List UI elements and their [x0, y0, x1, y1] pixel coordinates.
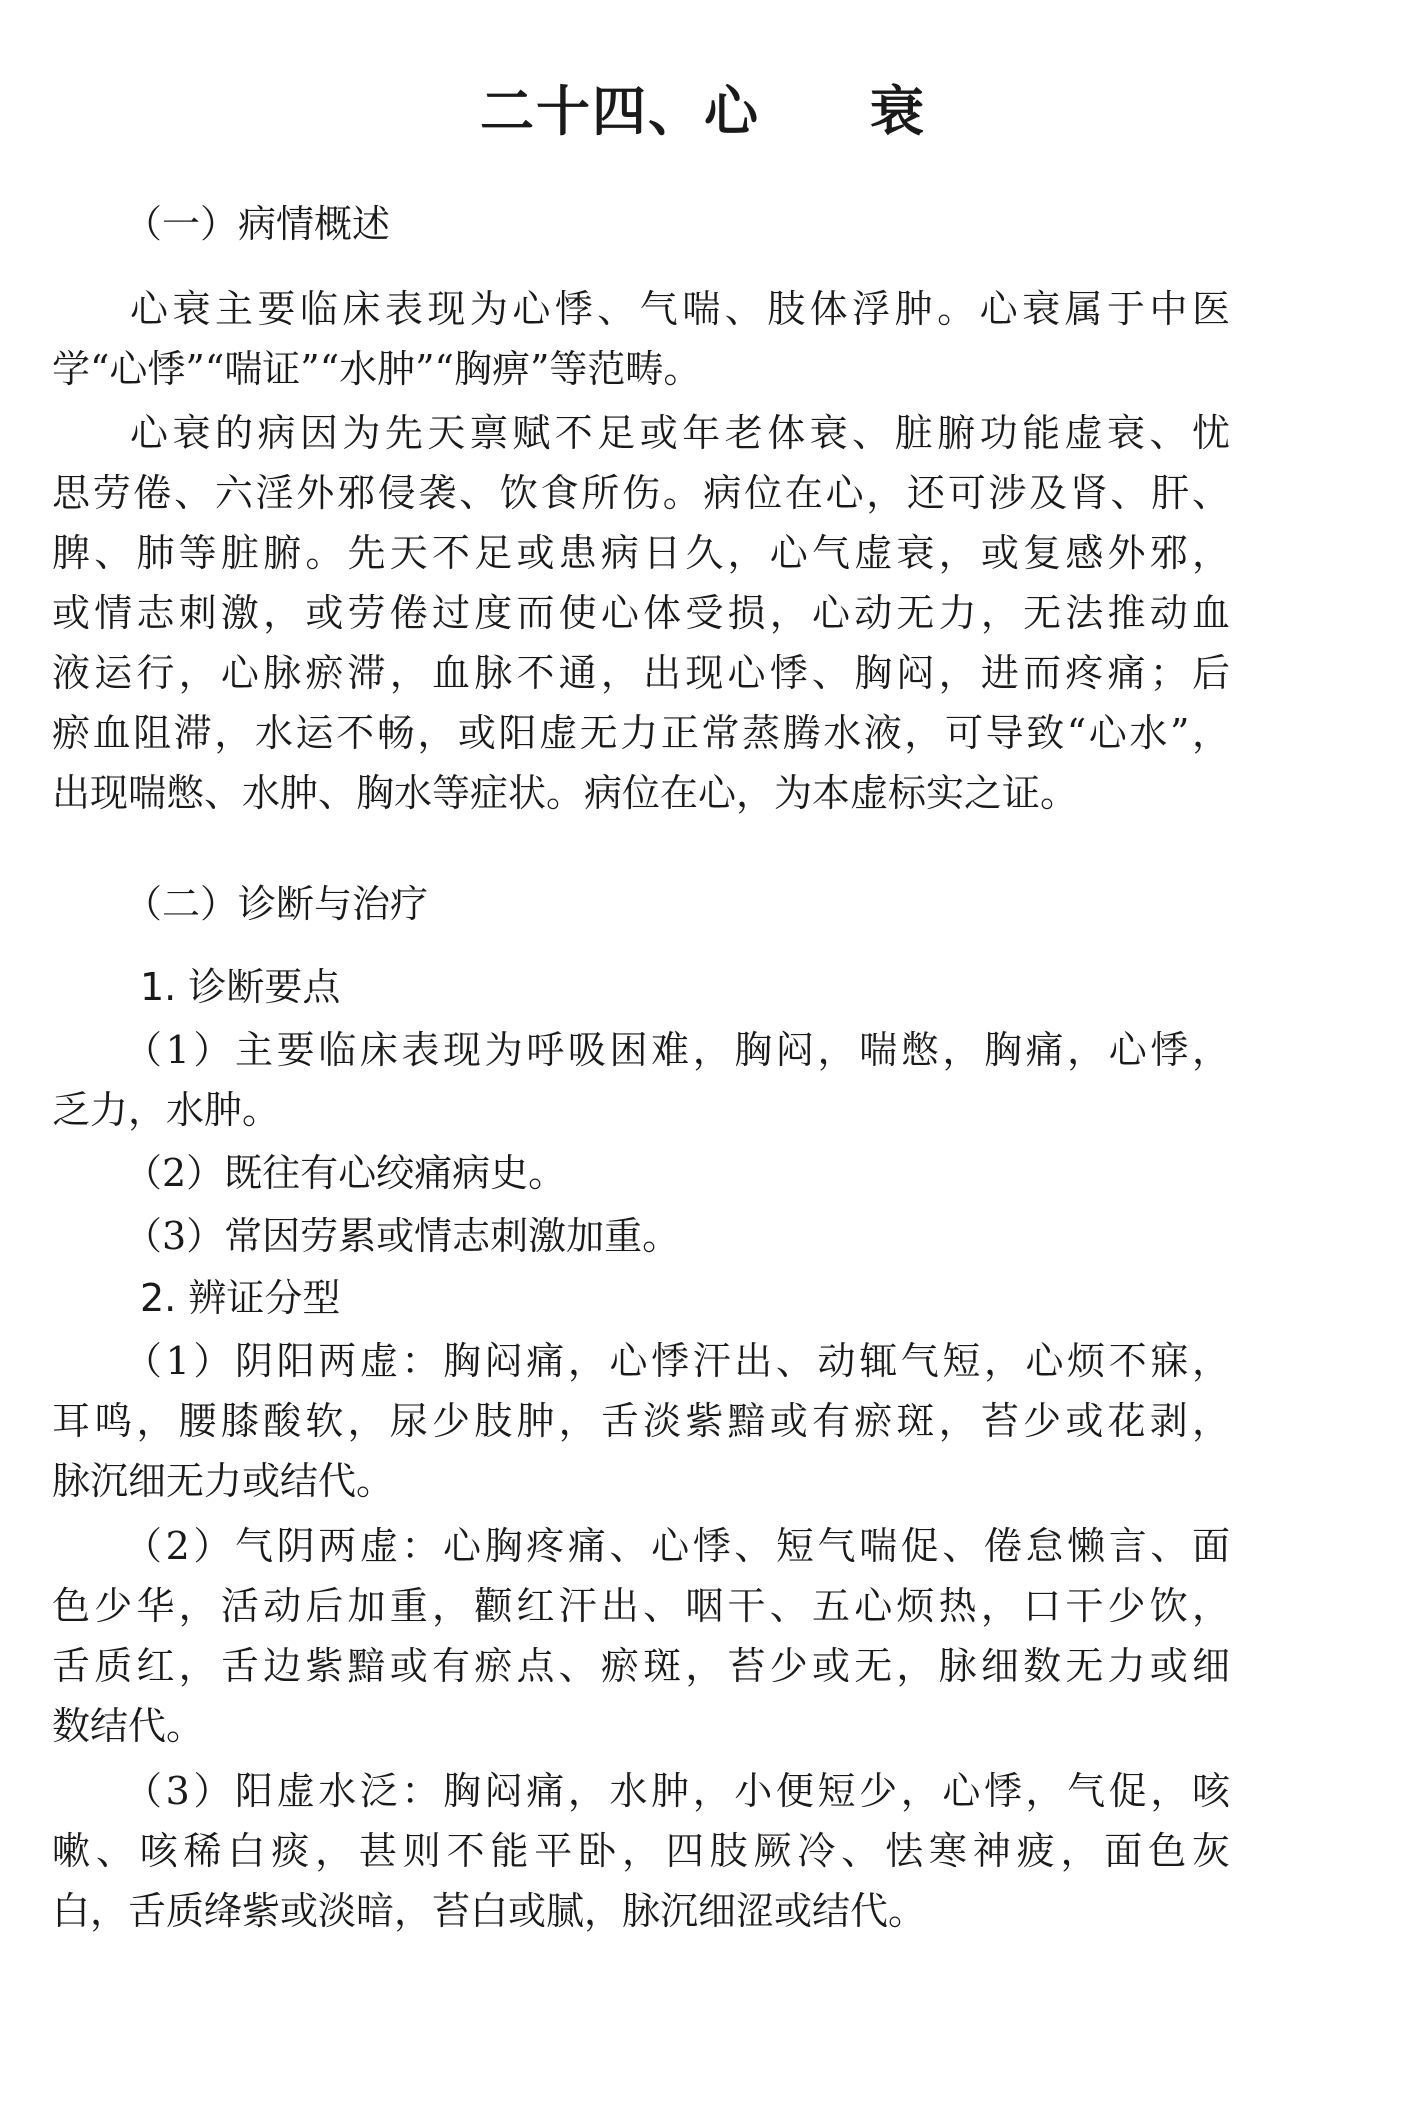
title-right: 衰 [870, 80, 926, 143]
list-item-line: （3）阳虚水泛：胸闷痛，水肿，小便短少，心悸，气促，咳 [124, 1769, 1230, 1813]
list-item-line: （2）既往有心绞痛病史。 [124, 1151, 567, 1195]
list-item-line: （2）气阴两虚：心胸疼痛、心悸、短气喘促、倦怠懒言、面 [124, 1524, 1230, 1568]
list-item-line: 数结代。 [52, 1704, 205, 1748]
list-item-line: 色少华，活动后加重，颧红汗出、咽干、五心烦热，口干少饮， [52, 1584, 1230, 1628]
paragraph-line: 心衰主要临床表现为心悸、气喘、肢体浮肿。心衰属于中医 [130, 287, 1230, 331]
list-item-line: （3）常因劳累或情志刺激加重。 [124, 1214, 681, 1258]
page-title [0, 72, 1406, 152]
paragraph-line: 心衰的病因为先天禀赋不足或年老体衰、脏腑功能虚衰、忧 [130, 411, 1230, 455]
list-item-line: 舌质红，舌边紫黯或有瘀点、瘀斑，苔少或无，脉细数无力或细 [52, 1644, 1230, 1688]
list-item-line: 乏力，水肿。 [52, 1088, 281, 1132]
title-left: 二十四、心 [480, 80, 760, 143]
paragraph-line: 脾、肺等脏腑。先天不足或患病日久，心气虚衰，或复感外邪， [52, 531, 1230, 575]
list-item-line: （1）阴阳两虚：胸闷痛，心悸汗出、动辄气短，心烦不寐， [124, 1339, 1230, 1383]
section-1-heading: （一）病情概述 [124, 202, 391, 246]
paragraph-line: 出现喘憋、水肿、胸水等症状。病位在心，为本虚标实之证。 [52, 771, 1079, 815]
paragraph-line: 学“心悸”“喘证”“水肿”“胸痹”等范畴。 [52, 347, 702, 391]
paragraph-line: 液运行，心脉瘀滞，血脉不通，出现心悸、胸闷，进而疼痛；后 [52, 651, 1230, 695]
list-item-line: 嗽、咳稀白痰，甚则不能平卧，四肢厥冷、怯寒神疲，面色灰 [52, 1829, 1230, 1873]
list-item-line: 耳鸣，腰膝酸软，尿少肢肿，舌淡紫黯或有瘀斑，苔少或花剥， [52, 1399, 1230, 1443]
list-item-line: 白，舌质绛紫或淡暗，苔白或腻，脉沉细涩或结代。 [52, 1889, 927, 1933]
list-item-line: （1）主要临床表现为呼吸困难，胸闷，喘憋，胸痛，心悸， [124, 1028, 1230, 1072]
section-2-heading: （二）诊断与治疗 [124, 882, 429, 926]
subsection-diagnosis-heading: 1. 诊断要点 [140, 965, 341, 1009]
subsection-syndrome-heading: 2. 辨证分型 [140, 1276, 341, 1320]
list-item-line: 脉沉细无力或结代。 [52, 1459, 395, 1503]
paragraph-line: 思劳倦、六淫外邪侵袭、饮食所伤。病位在心，还可涉及肾、肝、 [52, 471, 1230, 515]
paragraph-line: 或情志刺激，或劳倦过度而使心体受损，心动无力，无法推动血 [52, 591, 1230, 635]
paragraph-line: 瘀血阻滞，水运不畅，或阳虚无力正常蒸腾水液，可导致“心水”， [52, 711, 1230, 755]
